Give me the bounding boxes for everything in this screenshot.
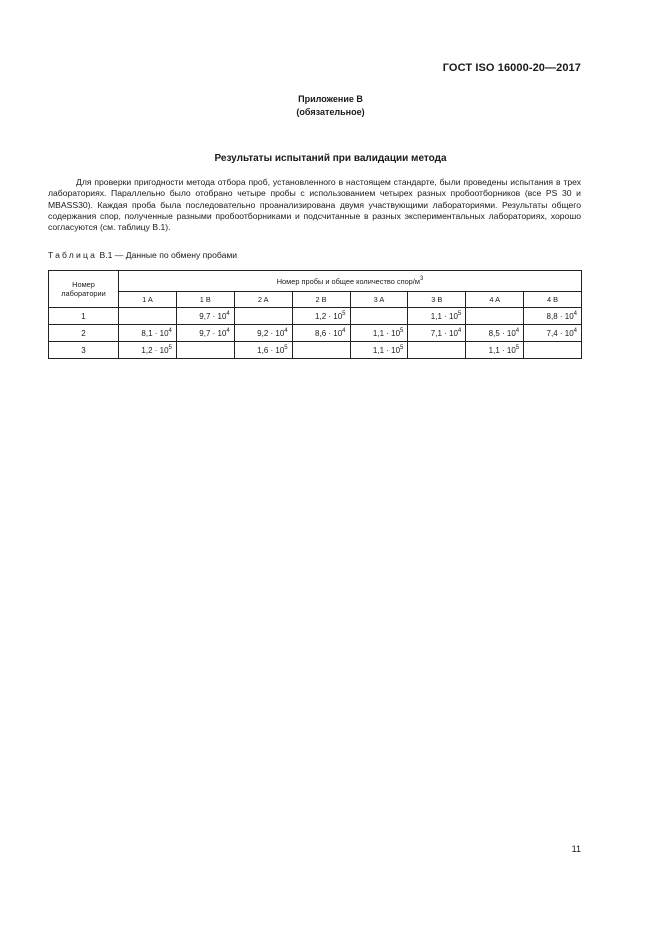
appendix-heading <box>0 93 661 119</box>
spore-count-cell <box>408 325 466 342</box>
table-row <box>49 342 582 359</box>
sample-group-header <box>119 271 582 292</box>
value-mantissa: 9,7 · 10 <box>199 311 227 321</box>
page-number: 11 <box>571 844 581 854</box>
spore-count-cell <box>119 308 177 325</box>
table-row <box>49 308 582 325</box>
spore-count-cell <box>176 325 234 342</box>
value-exponent: 5 <box>400 344 404 351</box>
value-mantissa: 7,1 · 10 <box>430 328 458 338</box>
value-exponent: 5 <box>515 344 520 351</box>
value-mantissa: 9,7 · 10 <box>199 328 227 338</box>
spore-count-cell <box>119 325 177 342</box>
value-mantissa: 8,6 · 10 <box>315 328 343 338</box>
value-mantissa: 1,1 · 10 <box>430 311 458 321</box>
value-mantissa: 1,1 · 10 <box>488 345 516 355</box>
table-caption <box>48 250 237 260</box>
value-mantissa: 1,2 · 10 <box>315 311 343 321</box>
value-exponent: 5 <box>400 327 404 334</box>
spore-count-cell <box>408 342 466 359</box>
appendix-title: Приложение В <box>298 94 363 104</box>
section-title: Результаты испытаний при валидации метода <box>214 153 447 164</box>
value-mantissa: 1,6 · 10 <box>257 345 285 355</box>
spore-count-cell <box>524 308 582 325</box>
column-header: 2 A <box>234 292 292 308</box>
value-exponent: 4 <box>342 327 346 334</box>
table-caption-text: В.1 — Данные по обмену пробами <box>99 250 238 260</box>
spore-count-cell <box>350 308 408 325</box>
column-header: 1 B <box>176 292 234 308</box>
value-exponent: 4 <box>457 327 462 334</box>
appendix-status: (обязательное) <box>296 107 365 117</box>
value-mantissa: 9,2 · 10 <box>257 328 285 338</box>
value-mantissa: 7,4 · 10 <box>546 328 574 338</box>
spore-count-cell <box>119 342 177 359</box>
spore-count-cell <box>234 308 292 325</box>
value-mantissa: 1,2 · 10 <box>141 345 169 355</box>
column-header: 3 B <box>408 292 466 308</box>
spore-count-cell <box>176 342 234 359</box>
value-exponent: 4 <box>168 327 172 334</box>
lab-number-cell: 3 <box>49 342 119 359</box>
column-header: 4 B <box>524 292 582 308</box>
sample-exchange-table <box>48 270 582 359</box>
value-exponent: 5 <box>168 344 172 351</box>
body-paragraph: Для проверки пригодности метода отбора проб, установленного в настоящем стандарте, были проведены испытания в трех лабораториях. Параллельно было отобрано четыре пробы с использованием четырех разных пробоотборников (все PS 30 и MBASS30). Каждая проба была последовательно проанализирована двумя участвующими лабораториями. Результаты общего содержания спор, полученные разными пробоотборниками и подсчитанные в разных экспериментальных лабораториях, хорошо согласуются (см. таблицу В.1). <box>48 177 581 233</box>
spore-count-cell <box>176 308 234 325</box>
table-caption-label: Таблица <box>48 250 98 260</box>
value-exponent: 4 <box>284 327 288 334</box>
value-exponent: 5 <box>457 310 462 317</box>
value-mantissa: 8,8 · 10 <box>546 311 574 321</box>
lab-number-cell: 1 <box>49 308 119 325</box>
spore-count-cell <box>292 342 350 359</box>
sample-group-header-text: Номер пробы и общее количество спор/м <box>276 276 420 286</box>
sample-group-header-sup: 3 <box>419 275 424 282</box>
column-header: 4 A <box>466 292 524 308</box>
document-header: ГОСТ ISO 16000-20—2017 <box>442 62 581 74</box>
column-header: 1 A <box>119 292 177 308</box>
value-exponent: 5 <box>342 310 346 317</box>
spore-count-cell <box>234 325 292 342</box>
value-exponent: 4 <box>573 327 577 334</box>
spore-count-cell <box>524 325 582 342</box>
column-header: 2 B <box>292 292 350 308</box>
spore-count-cell <box>292 325 350 342</box>
value-exponent: 4 <box>226 310 230 317</box>
spore-count-cell <box>466 325 524 342</box>
spore-count-cell <box>234 342 292 359</box>
value-exponent: 5 <box>284 344 288 351</box>
spore-count-cell <box>350 325 408 342</box>
spore-count-cell <box>466 308 524 325</box>
lab-number-header: Номер лаборатории <box>49 271 119 308</box>
column-header: 3 A <box>350 292 408 308</box>
spore-count-cell <box>524 342 582 359</box>
value-mantissa: 8,1 · 10 <box>141 328 169 338</box>
value-mantissa: 8,5 · 10 <box>488 328 516 338</box>
value-mantissa: 1,1 · 10 <box>372 328 401 338</box>
value-mantissa: 1,1 · 10 <box>372 345 401 355</box>
table-row <box>49 325 582 342</box>
spore-count-cell <box>350 342 408 359</box>
spore-count-cell <box>292 308 350 325</box>
spore-count-cell <box>466 342 524 359</box>
spore-count-cell <box>408 308 466 325</box>
value-exponent: 4 <box>226 327 230 334</box>
value-exponent: 4 <box>573 310 577 317</box>
lab-number-cell: 2 <box>49 325 119 342</box>
value-exponent: 4 <box>515 327 520 334</box>
